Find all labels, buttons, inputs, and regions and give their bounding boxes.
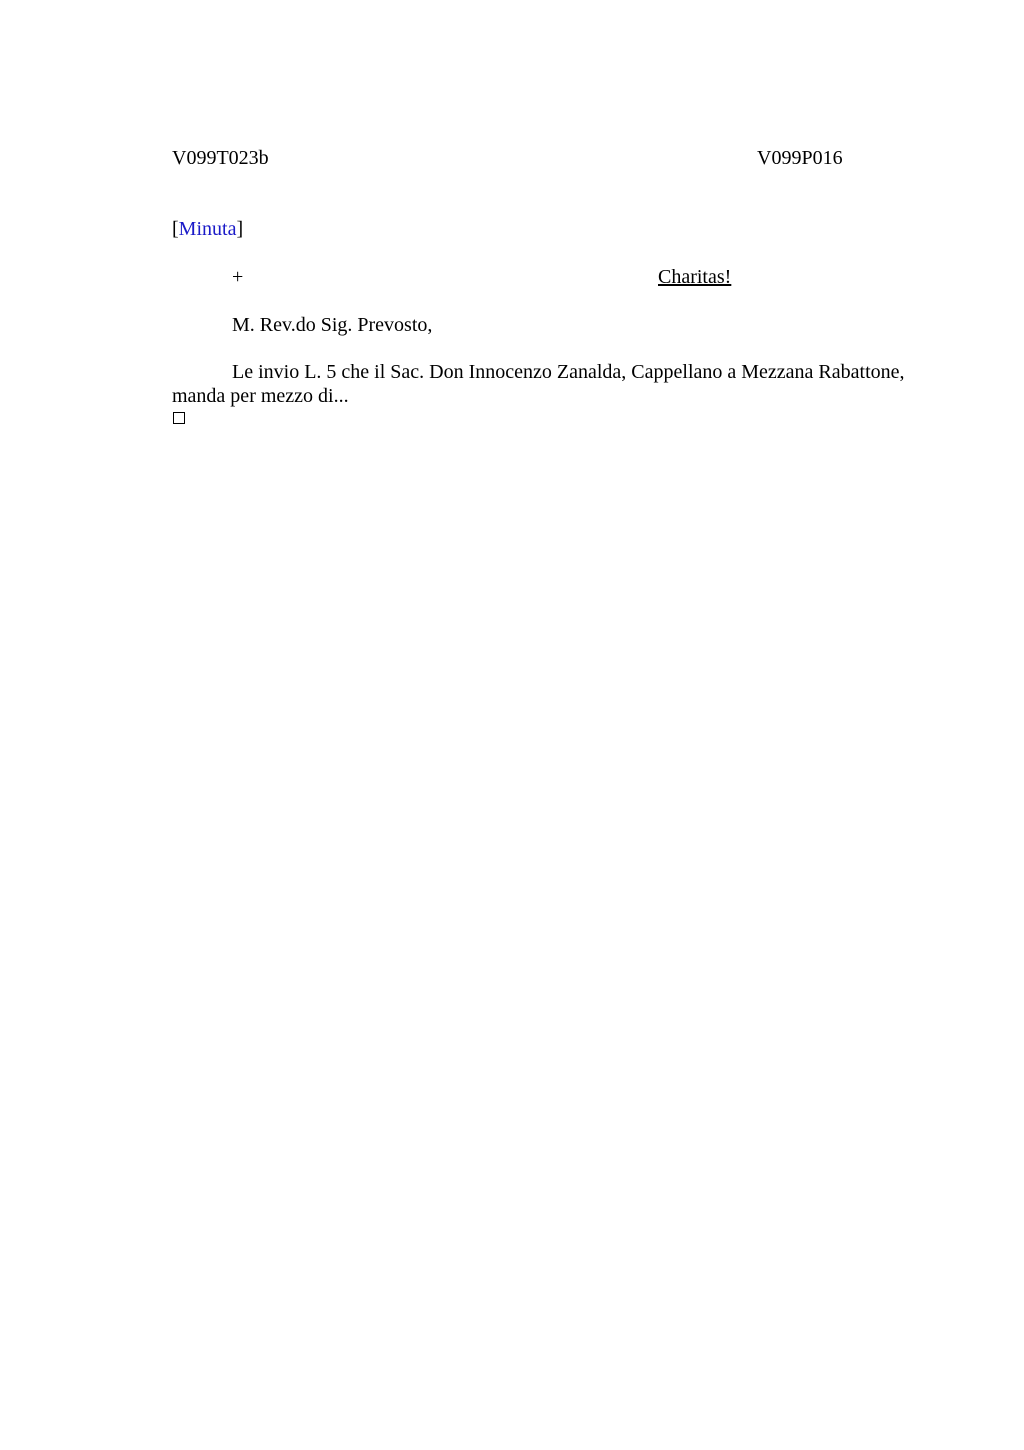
cross-symbol: + (232, 266, 244, 288)
letter-body: Le invio L. 5 che il Sac. Don Innocenzo Zanalda, Cappellano a Mezzana Rabattone, manda per mezzo di... (172, 361, 905, 407)
document-code-right: V099P016 (757, 147, 843, 169)
motto-charitas: Charitas! (658, 266, 732, 288)
open-bracket: [ (172, 218, 179, 240)
minuta-label: Minuta (178, 218, 237, 240)
square-outline-icon (173, 412, 185, 424)
close-bracket: ] (236, 218, 244, 240)
minuta-note (172, 217, 243, 241)
document-code-left: V099T023b (172, 147, 269, 169)
salutation: M. Rev.do Sig. Prevosto, (232, 314, 433, 336)
